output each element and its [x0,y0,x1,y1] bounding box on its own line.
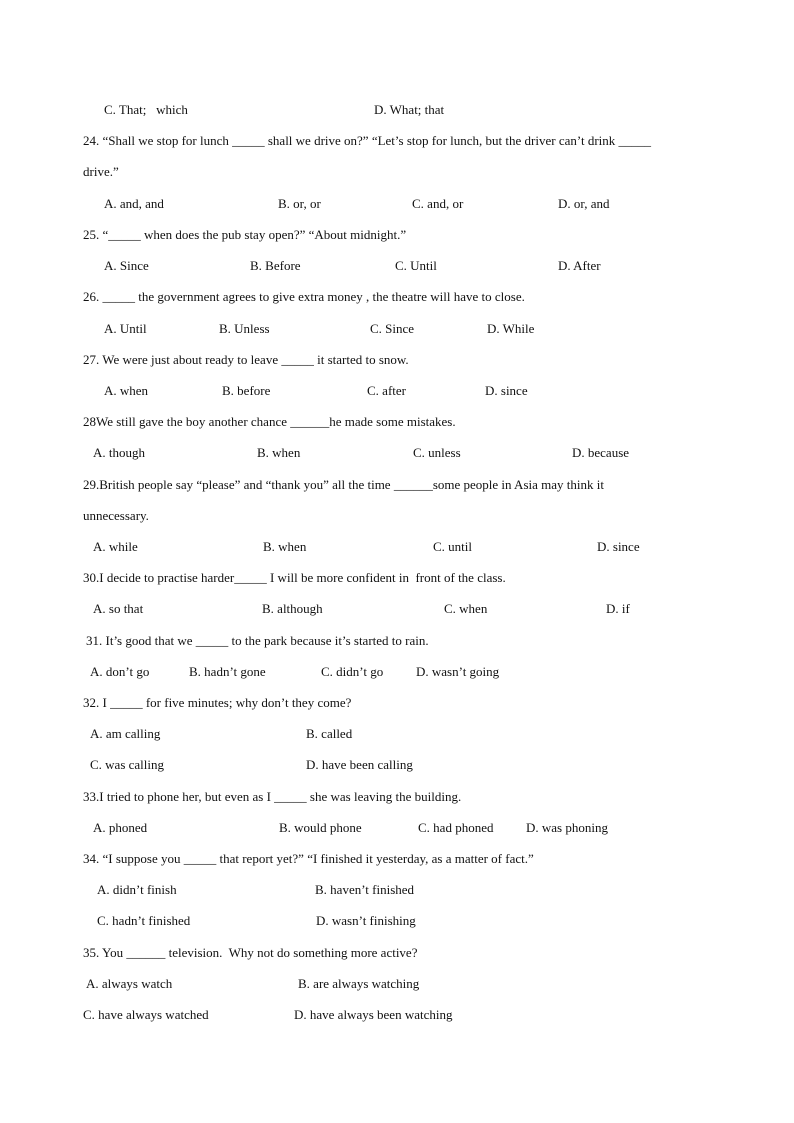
answer-option: D. have been calling [306,757,413,772]
answer-option: B. when [257,445,301,460]
answer-option: D. wasn’t finishing [316,913,416,928]
answer-option: C. didn’t go [321,664,384,679]
answer-option: C. until [433,539,473,554]
answer-option: A. when [104,383,149,398]
question-text: 31. It’s good that we _____ to the park because it’s started to rain. [86,633,429,648]
answer-option: C. when [444,601,488,616]
answer-option: D. have always been watching [294,1007,453,1022]
answer-option: A. am calling [90,726,161,741]
answer-option: C. Until [395,258,437,273]
answer-option: D. since [485,383,528,398]
answer-option: D. wasn’t going [416,664,500,679]
answer-option: D. After [558,258,601,273]
answer-option: B. Before [250,258,301,273]
answer-option: A. always watch [86,976,173,991]
answer-option: A. though [93,445,145,460]
answer-option: B. would phone [279,820,362,835]
answer-option: C. have always watched [83,1007,209,1022]
answer-option: C. Since [370,321,415,336]
answer-option: B. hadn’t gone [189,664,266,679]
answer-option: C. That; which [104,102,188,117]
question-text: 30.I decide to practise harder_____ I will be more confident in front of the class. [83,570,506,585]
question-text: 27. We were just about ready to leave _____ it started to snow. [83,352,409,367]
answer-option: D. since [597,539,640,554]
answer-option: A. so that [93,601,144,616]
question-text: 33.I tried to phone her, but even as I _____ she was leaving the building. [83,789,462,804]
question-text: 24. “Shall we stop for lunch _____ shall we drive on?” “Let’s stop for lunch, but the driver can’t drink _____ [83,133,652,148]
question-text: 26. _____ the government agrees to give extra money , the theatre will have to close. [83,289,525,304]
answer-option: B. when [263,539,307,554]
question-text: 25. “_____ when does the pub stay open?” “About midnight.” [83,227,407,242]
question-text: 32. I _____ for five minutes; why don’t they come? [83,695,352,710]
answer-option: C. after [367,383,406,398]
answer-option: A. phoned [93,820,148,835]
answer-option: A. don’t go [90,664,150,679]
answer-option: B. are always watching [298,976,420,991]
answer-option: C. had phoned [418,820,494,835]
question-text: 34. “I suppose you _____ that report yet?” “I finished it yesterday, as a matter of fact.” [83,851,534,866]
answer-option: B. called [306,726,353,741]
question-text: drive.” [83,164,119,179]
answer-option: B. or, or [278,196,321,211]
answer-option: D. or, and [558,196,610,211]
answer-option: D. because [572,445,630,460]
answer-option: A. while [93,539,138,554]
answer-option: D. What; that [374,102,445,117]
answer-option: D. was phoning [526,820,608,835]
question-text: 28We still gave the boy another chance ______he made some mistakes. [83,414,456,429]
answer-option: C. hadn’t finished [97,913,191,928]
answer-option: B. although [262,601,323,616]
question-text: 29.British people say “please” and “thank you” all the time ______some people in Asia may think it [83,477,604,492]
answer-option: B. before [222,383,271,398]
answer-option: B. Unless [219,321,270,336]
answer-option: B. haven’t finished [315,882,415,897]
answer-option: A. Until [104,321,147,336]
answer-option: A. and, and [104,196,164,211]
answer-option: D. While [487,321,535,336]
question-text: 35. You ______ television. Why not do something more active? [83,945,418,960]
question-text: unnecessary. [83,508,149,523]
answer-option: D. if [606,601,630,616]
answer-option: C. was calling [90,757,165,772]
answer-option: A. didn’t finish [97,882,177,897]
answer-option: C. unless [413,445,461,460]
answer-option: C. and, or [412,196,464,211]
answer-option: A. Since [104,258,149,273]
